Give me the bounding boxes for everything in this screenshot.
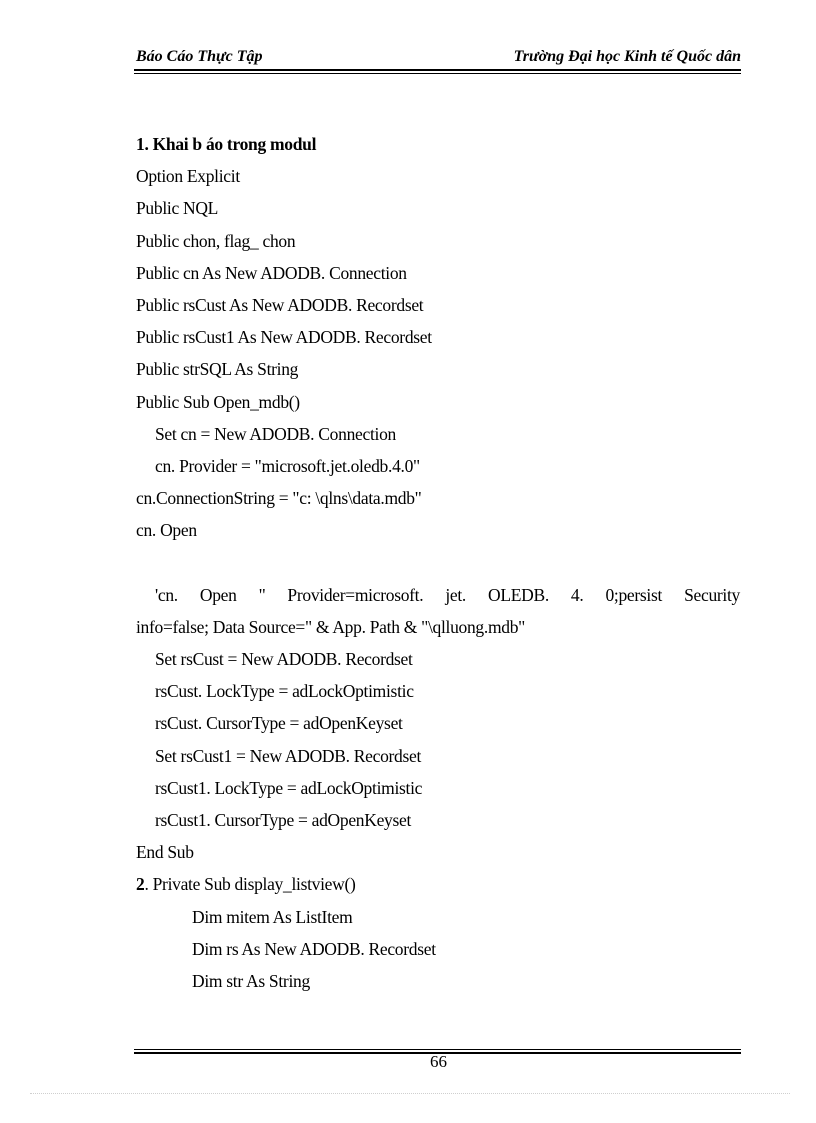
code-line: rsCust. LockType = adLockOptimistic bbox=[155, 681, 414, 702]
code-line: Set rsCust = New ADODB. Recordset bbox=[155, 649, 413, 669]
code-line: Dim mitem As ListItem bbox=[192, 906, 353, 927]
code-line: Public rsCust As New ADODB. Recordset bbox=[136, 294, 424, 315]
code-line: Dim str As String bbox=[192, 970, 310, 991]
code-line: rsCust1. LockType = adLockOptimistic bbox=[155, 777, 423, 798]
section-2-title: . Private Sub display_listview() bbox=[144, 874, 356, 895]
page-header bbox=[136, 46, 741, 68]
code-line: Public rsCust1 As New ADODB. Recordset bbox=[136, 327, 432, 348]
code-line: cn. Provider = "microsoft.jet.oledb.4.0" bbox=[155, 455, 420, 476]
footer-rule-thin bbox=[134, 1049, 741, 1050]
section-2-number: 2 bbox=[136, 874, 145, 895]
code-line: rsCust. CursorType = adOpenKeyset bbox=[155, 713, 403, 734]
section-1-heading: 1. Khai b áo trong modul bbox=[136, 134, 317, 154]
code-line: Public cn As New ADODB. Connection bbox=[136, 262, 407, 283]
code-line: rsCust1. CursorType = adOpenKeyset bbox=[155, 809, 412, 830]
code-line: Public chon, flag_ chon bbox=[136, 230, 296, 251]
code-line: Dim rs As New ADODB. Recordset bbox=[192, 938, 436, 959]
section-2-heading bbox=[136, 872, 740, 904]
code-line: End Sub bbox=[136, 842, 194, 863]
header-left-title: Báo Cáo Thực Tập bbox=[136, 48, 263, 65]
header-rule-thick bbox=[134, 69, 741, 71]
code-line: cn.ConnectionString = "c: \qlns\data.mdb" bbox=[136, 488, 422, 509]
code-comment-line: info=false; Data Source=" & App. Path & "\qlluong.mdb" bbox=[136, 616, 526, 637]
blank-line bbox=[136, 550, 740, 582]
code-line: Option Explicit bbox=[136, 166, 240, 187]
code-line: Set cn = New ADODB. Connection bbox=[155, 423, 396, 444]
code-comment-line: 'cn. Open " Provider=microsoft. jet. OLEDB. 4. 0;persist Security bbox=[155, 584, 740, 605]
page-number: 66 bbox=[430, 1052, 447, 1071]
document-body bbox=[136, 132, 740, 1001]
header-right-title: Trường Đại học Kinh tế Quốc dân bbox=[513, 48, 741, 65]
page-edge-dotted-line bbox=[30, 1093, 790, 1094]
code-line: Public Sub Open_mdb() bbox=[136, 391, 300, 412]
code-line: Public NQL bbox=[136, 198, 219, 219]
header-rule-thin bbox=[134, 73, 741, 74]
code-line: cn. Open bbox=[136, 520, 197, 541]
code-line: Public strSQL As String bbox=[136, 359, 299, 380]
code-line: Set rsCust1 = New ADODB. Recordset bbox=[155, 745, 422, 766]
